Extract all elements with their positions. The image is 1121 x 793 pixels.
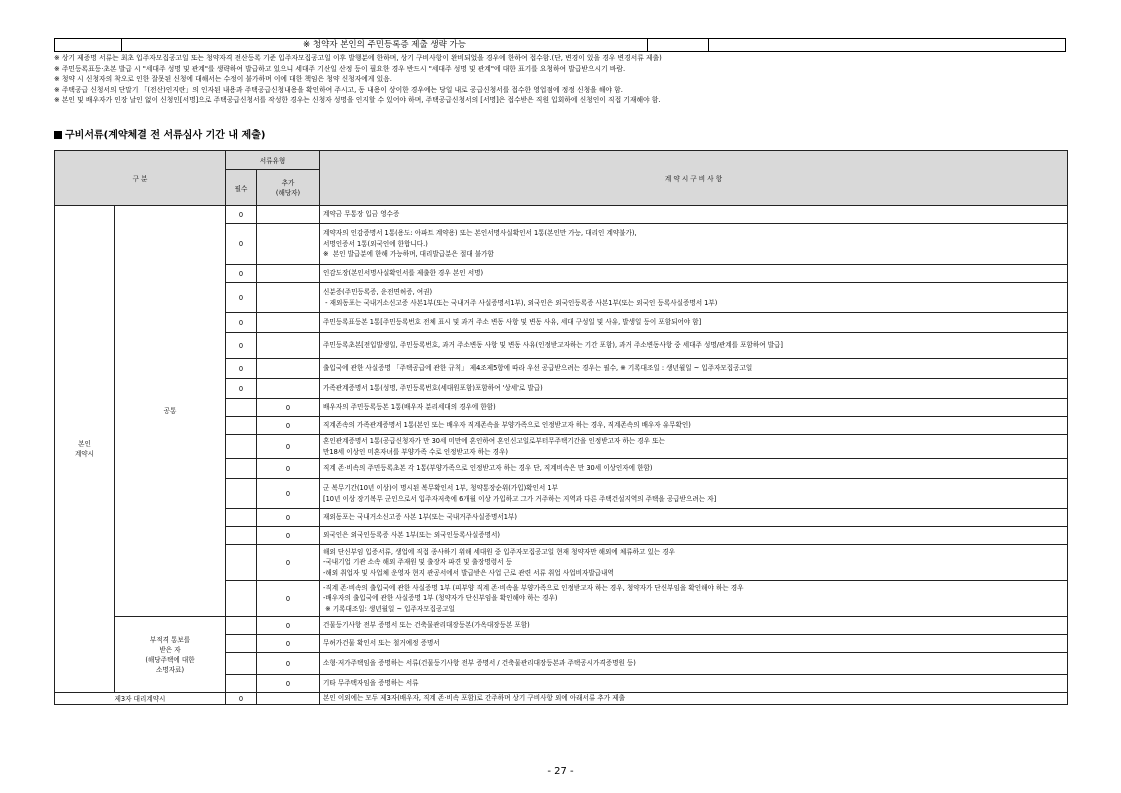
required-mark [226, 527, 257, 545]
requirement-text: 주민등록초본[전입발생일, 주민등록번호, 과거 주소변동 사항 및 변동 사유(인정받고자하는 기간 포함), 과거 주소변동사항 중 세대주 성명/관계를 포함하여 발급] [320, 333, 1068, 359]
required-mark: 0 [226, 379, 257, 399]
requirement-text: 가족관계증명서 1통(성명, 주민등록번호(세대원포함)포함하여 '상세'로 발급) [320, 379, 1068, 399]
additional-mark [257, 693, 320, 705]
note-line: ※ 청약 시 신청자의 착오로 인한 잘못된 신청에 대해서는 수정이 불가하며 이에 대한 책임은 청약 신청자에게 있음. [54, 75, 392, 84]
requirement-text: 외국인은 외국인등록증 사본 1부(또는 외국인등록사실증명서) [320, 527, 1068, 545]
requirement-text: 해외 단신부임 입증서류, 생업에 직접 종사하기 위해 세대원 중 입주자모집공고일 현재 청약자만 해외에 체류하고 있는 경우 -국내기업 기관 소속 해외 주재원 및 출장자 파견 및 출장명령서 등 -해외 취업자 및 사업체 운영자 현지 관공서에서 발급받은 사업 근로 관련 서류 취업 사업비자발급내역 [320, 545, 1068, 581]
requirement-text: 인감도장(본인서명사실확인서를 제출한 경우 본인 서명) [320, 265, 1068, 283]
required-mark [226, 509, 257, 527]
requirement-text: 혼인관계증명서 1통(공급신청자가 만 30세 미만에 혼인하여 혼인신고일로부터무주택기간을 인정받고자 하는 경우 또는 만18세 이상인 미혼자녀를 부양가족 수로 인정받고자 하는 경우) [320, 435, 1068, 459]
note-line: ※ 주택공급 신청서의 단말기 「(전산)인지란」의 인자된 내용과 주택공급신청내용을 확인하여 주시고, 동 내용이 상이한 경우에는 당일 내로 공급신청서를 접수한 영업점에 정정 신청을 해야 함. [54, 85, 623, 94]
required-mark [226, 417, 257, 435]
requirement-text: 군 복무기간(10년 이상)이 명시된 복무확인서 1부, 청약통장순위(가입)확인서 1부 [10년 이상 장기복무 군인으로서 입주자저축에 6개월 이상 가입하고 그가 거주하는 지역과 다른 주택건설지역의 주택을 공급받으려는 자] [320, 479, 1068, 509]
required-mark: 0 [226, 206, 257, 224]
required-mark [226, 617, 257, 635]
requirement-text: 신분증(주민등록증, 운전면허증, 여권) - 재외동포는 국내거소신고증 사본1부(또는 국내거주 사실증명서1부), 외국인은 외국인등록증 사본1부(또는 외국인 등록사실증명서 1부) [320, 283, 1068, 313]
table-row [55, 206, 1068, 224]
required-mark [226, 479, 257, 509]
requirement-text: 출입국에 관한 사실증명 「주택공급에 관한 규칙」 제4조제5항에 따라 우선 공급받으려는 경우는 필수, ※ 기록대조일 : 생년월일 ~ 입주자모집공고일 [320, 359, 1068, 379]
additional-mark: 0 [257, 581, 320, 617]
requirement-text: -직계 존·비속의 출입국에 관한 사실증명 1부 (피부양 직계 존·비속을 부양가족으로 인정받고자 하는 경우, 청약자가 단신부임을 확인해야 하는 경우 -배우자의 출입국에 관한 사실증명 1부 (청약자가 단신부임을 확인해야 하는 경우) ※ 기록대조일: 생년월일 ~ 입주자모집공고일 [320, 581, 1068, 617]
requirement-text: 계약금 무통장 입금 영수증 [320, 206, 1068, 224]
subgroup-common: 공통 [115, 206, 226, 617]
top-note-strip [54, 38, 1066, 52]
notes-block [54, 53, 1084, 106]
table-row [55, 617, 1068, 635]
header-items: 계 약 시 구 비 사 항 [320, 151, 1068, 206]
required-mark: 0 [226, 224, 257, 265]
top-strip-text: ※ 청약자 본인의 주민등록증 제출 생략 가능 [122, 39, 648, 51]
header-additional: 추가 (해당자) [257, 170, 320, 206]
additional-mark: 0 [257, 399, 320, 417]
required-mark: 0 [226, 693, 257, 705]
requirement-text: 건물등기사항 전부 증명서 또는 건축물관리대장등본(가옥대장등본 포함) [320, 617, 1068, 635]
required-mark: 0 [226, 359, 257, 379]
additional-mark: 0 [257, 617, 320, 635]
square-bullet-icon [54, 131, 62, 139]
additional-mark [257, 379, 320, 399]
additional-mark: 0 [257, 435, 320, 459]
section-title [54, 126, 265, 141]
table-header-row [55, 151, 1068, 170]
requirement-text: 직계 존·비속의 주민등록초본 각 1통(부양가족으로 인정받고자 하는 경우 단, 직계비속은 만 30세 이상인자에 한함) [320, 459, 1068, 479]
top-strip-divider [708, 39, 709, 51]
requirement-text: 재외동포는 국내거소신고증 사본 1부(또는 국내거주사실증명서1부) [320, 509, 1068, 527]
required-mark: 0 [226, 265, 257, 283]
requirement-text: 무허가건물 확인서 또는 철거예정 증명서 [320, 635, 1068, 653]
note-line: ※ 주민등록표등·초본 발급 시 "세대주 성명 및 관계"를 생략하여 발급하고 있으니 세대주 기산일 산정 등이 필요한 경우 반드시 "세대주 성명 및 관계"에 대한 표기를 요청하여 발급받으시기 바람. [54, 64, 626, 73]
page-number: - 27 - [547, 766, 574, 777]
section-title-text: 구비서류(계약체결 전 서류심사 기간 내 제출) [65, 130, 266, 141]
required-mark [226, 459, 257, 479]
note-line: ※ 상기 제증명 서류는 최초 입주자모집공고일 또는 청약자격 전산등록 기준 입주자모집공고일 이후 발행분에 한하며, 상기 구비사항이 완비되었을 경우에 한하여 접수함.(단, 변경이 있을 경우 변경서류 제출) [54, 54, 662, 62]
additional-mark: 0 [257, 635, 320, 653]
additional-mark: 0 [257, 527, 320, 545]
table-row-third-party [55, 693, 1068, 705]
additional-mark: 0 [257, 459, 320, 479]
additional-mark: 0 [257, 653, 320, 675]
additional-mark [257, 359, 320, 379]
requirement-text: 배우자의 주민등록등본 1통(배우자 분리세대의 경우에 한함) [320, 399, 1068, 417]
required-mark [226, 635, 257, 653]
requirement-text: 계약자의 인감증명서 1통(용도: 아파트 계약용) 또는 본인서명사실확인서 1통(본인만 가능, 대리인 계약불가), 서명인증서 1통(외국인에 한합니다.) ※ 본인 발급분에 한해 가능하며, 대리발급분은 절대 불가함 [320, 224, 1068, 265]
additional-mark: 0 [257, 545, 320, 581]
required-mark [226, 675, 257, 693]
requirement-text: 본인 이외에는 모두 제3자(배우자, 직계 존·비속 포함)로 간주하며 상기 구비사항 외에 아래서류 추가 제출 [320, 693, 1068, 705]
group-self-contract: 본인 계약시 [55, 206, 115, 693]
additional-mark [257, 224, 320, 265]
additional-mark: 0 [257, 675, 320, 693]
additional-mark [257, 265, 320, 283]
requirement-text: 직계존속의 가족관계증명서 1통(본인 또는 배우자 직계존속을 부양가족으로 인정받고자 하는 경우, 직계존속의 배우자 유무확인) [320, 417, 1068, 435]
additional-mark: 0 [257, 479, 320, 509]
requirement-text: 주민등록표등본 1통[주민등록번호 전체 표시 및 과거 주소 변동 사항 및 변동 사유, 세대 구성일 및 사유, 발생일 등이 포함되어야 함] [320, 313, 1068, 333]
required-documents-table [54, 150, 1068, 705]
required-mark [226, 545, 257, 581]
additional-mark [257, 283, 320, 313]
required-mark: 0 [226, 313, 257, 333]
required-mark [226, 435, 257, 459]
header-required: 필수 [226, 170, 257, 206]
required-mark: 0 [226, 333, 257, 359]
note-line: ※ 본인 및 배우자가 인장 날인 없이 신청인[서명]으로 주택공급신청서를 작성한 경우는 신청자 성명을 인지할 수 있어야 하며, 주택공급신청서의 [서명]은 접수받은 직원 입회하에 신청인이 직접 기재해야 함. [54, 96, 661, 105]
requirement-text: 기타 무주택자임을 증명하는 서류 [320, 675, 1068, 693]
requirement-text: 소형·저가주택임을 증명하는 서류(건물등기사항 전부 증명서 / 건축물관리대장등본과 주택공시가격증명원 등) [320, 653, 1068, 675]
additional-mark: 0 [257, 509, 320, 527]
additional-mark [257, 333, 320, 359]
required-mark [226, 581, 257, 617]
header-doc-type: 서류유형 [226, 151, 320, 170]
required-mark [226, 399, 257, 417]
required-mark [226, 653, 257, 675]
group-third-party: 제3자 대리계약시 [55, 693, 226, 705]
additional-mark: 0 [257, 417, 320, 435]
additional-mark [257, 313, 320, 333]
additional-mark [257, 206, 320, 224]
top-strip-cell-blank [55, 39, 122, 51]
subgroup-ineligible-notice: 부적격 통보를 받은 자 (해당주택에 대한 소명자료) [115, 617, 226, 693]
required-mark: 0 [226, 283, 257, 313]
header-category: 구 분 [55, 151, 226, 206]
